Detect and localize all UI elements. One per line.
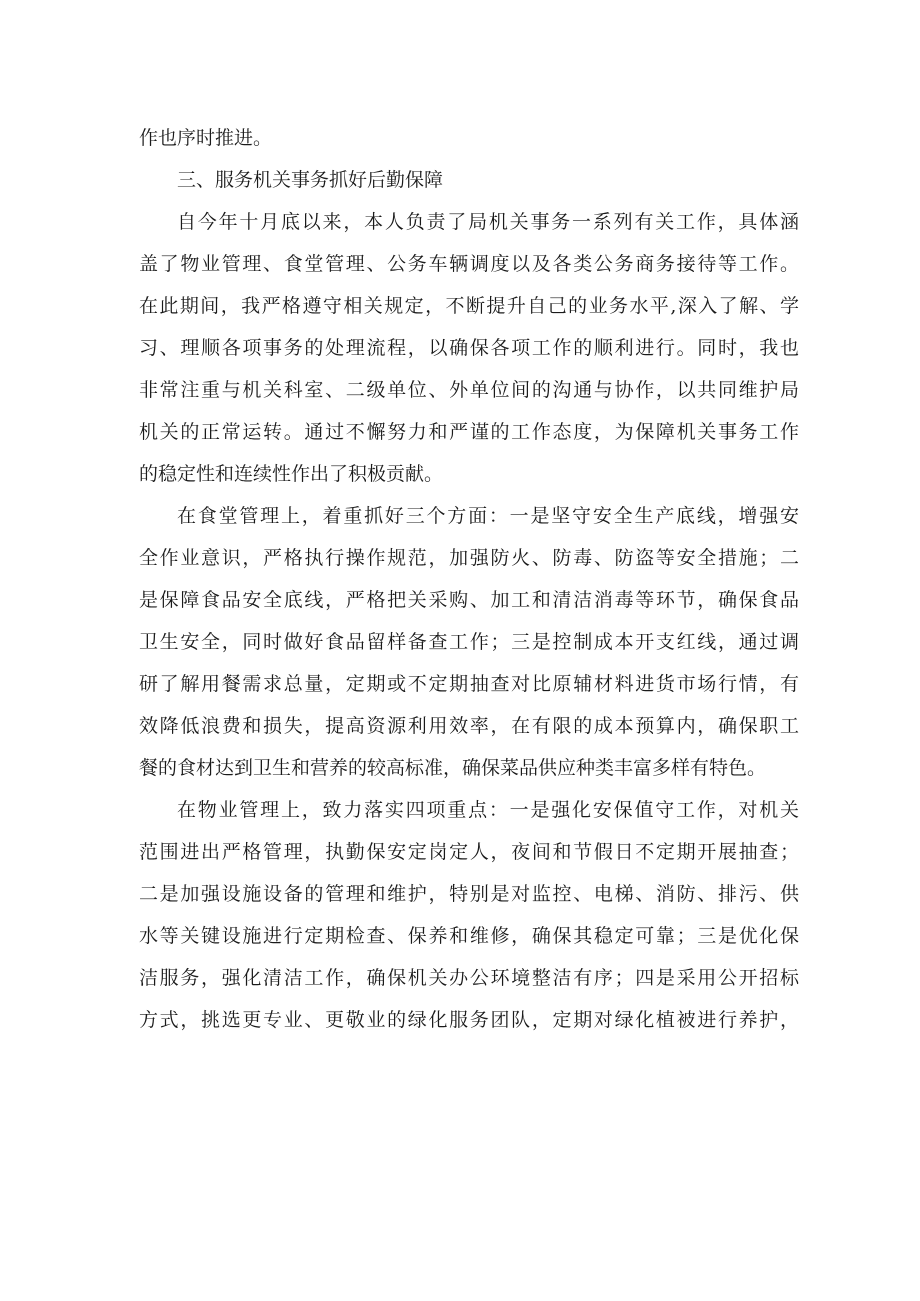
paragraph-line: 在此期间，我严格遵守相关规定，不断提升自己的业务水平,深入了解、学 — [139, 295, 799, 317]
paragraph-line: 餐的食材达到卫生和营养的较高标准，确保菜品供应种类丰富多样有特色。 — [139, 757, 767, 779]
paragraph-line: 范围进出严格管理，执勤保安定岗定人，夜间和节假日不定期开展抽查； — [139, 841, 799, 863]
paragraph-line: 洁服务，强化清洁工作，确保机关办公环境整洁有序；四是采用公开招标 — [139, 967, 799, 989]
paragraph-line: 研了解用餐需求总量，定期或不定期抽查对比原辅材料进货市场行情，有 — [139, 673, 799, 695]
paragraph-line: 全作业意识，严格执行操作规范，加强防火、防毒、防盗等安全措施；二 — [139, 547, 799, 569]
paragraph-line: 卫生安全，同时做好食品留样备查工作；三是控制成本开支红线，通过调 — [139, 631, 799, 653]
paragraph-line: 水等关键设施进行定期检查、保养和维修，确保其稳定可靠；三是优化保 — [139, 925, 799, 947]
paragraph-line: 方式，挑选更专业、更敬业的绿化服务团队，定期对绿化植被进行养护， — [139, 1009, 799, 1031]
paragraph-line: 的稳定性和连续性作出了积极贡献。 — [139, 463, 444, 485]
paragraph-line: 习、理顺各项事务的处理流程，以确保各项工作的顺利进行。同时，我也 — [139, 337, 799, 359]
paragraph-line: 在食堂管理上，着重抓好三个方面：一是坚守安全生产底线，增强安 — [177, 505, 799, 527]
paragraph-line: 效降低浪费和损失，提高资源利用效率，在有限的成本预算内，确保职工 — [139, 715, 799, 737]
paragraph-line: 非常注重与机关科室、二级单位、外单位间的沟通与协作，以共同维护局 — [139, 379, 799, 401]
paragraph-line: 盖了物业管理、食堂管理、公务车辆调度以及各类公务商务接待等工作。 — [139, 253, 799, 275]
continuation-line: 作也序时推进。 — [139, 127, 273, 149]
paragraph-canteen — [139, 495, 799, 789]
paragraph-overview — [139, 201, 799, 495]
section-heading: 三、服务机关事务抓好后勤保障 — [177, 169, 444, 191]
paragraph-line: 在物业管理上，致力落实四项重点：一是强化安保值守工作，对机关 — [177, 799, 799, 821]
paragraph-line: 自今年十月底以来，本人负责了局机关事务一系列有关工作，具体涵 — [177, 211, 799, 233]
paragraph-line: 二是加强设施设备的管理和维护，特别是对监控、电梯、消防、排污、供 — [139, 883, 799, 905]
document-body — [139, 117, 799, 1041]
paragraph-line: 是保障食品安全底线，严格把关采购、加工和清洁消毒等环节，确保食品 — [139, 589, 799, 611]
paragraph-line: 机关的正常运转。通过不懈努力和严谨的工作态度，为保障机关事务工作 — [139, 421, 799, 443]
paragraph-property — [139, 789, 799, 1041]
